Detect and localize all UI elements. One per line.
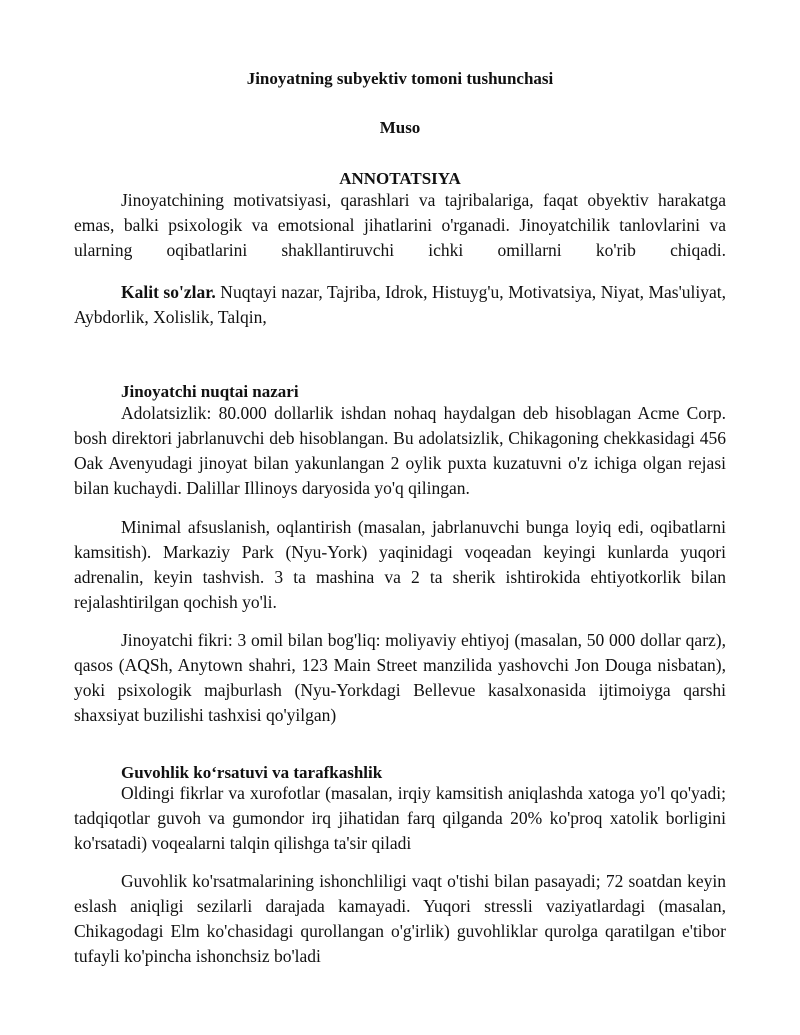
document-title: Jinoyatning subyektiv tomoni tushunchasi [246, 69, 554, 88]
annotation-heading: ANNOTATSIYA [339, 169, 461, 188]
section-1-paragraph-3: Jinoyatchi fikri: 3 omil bilan bog'liq: moliyaviy ehtiyoj (masalan, 50 000 dollar qarz), qasos (AQSh, Anytown shahri, 123 Main Street manzilida yashovchi Jon Douga nisbatan), yoki psixologik majburlash (Nyu-Yorkdagi Bellevue kasalxonasida ijtimoiyga qarshi shaxsiyat buzilishi tashxisi qo'yilgan) [74, 630, 726, 725]
section-2-paragraph-1: Oldingi fikrlar va xurofotlar (masalan, irqiy kamsitish aniqlashda xatoga yo'l qo'yadi; tadqiqotlar guvoh va gumondor irq jihatidan farq qilganda 20% ko'proq xatolik borligini ko'rsatadi) voqealarni talqin qilishga ta'sir qiladi [74, 783, 726, 853]
section-1-paragraph-1: Adolatsizlik: 80.000 dollarlik ishdan nohaq haydalgan deb hisoblagan Acme Corp. bosh direktori jabrlanuvchi deb hisoblangan. Bu adolatsizlik, Chikagoning chekkasidagi 456 Oak Avenyudagi jinoyat bilan yakunlangan 2 oylik puxta kuzatuvni o'z ichiga olgan rejasi bilan kuchaydi. Dalillar Illinoys daryosida yo'q qilingan. [74, 403, 726, 498]
section-2-paragraph-2: Guvohlik ko'rsatmalarining ishonchliligi vaqt o'tishi bilan pasayadi; 72 soatdan keyin eslash aniqligi sezilarli darajada kamayadi. Yuqori stressli vaziyatlardagi (masalan, Chikagodagi Elm ko'chasidagi qurollangan o'g'irlik) guvohliklar qurolga qaratilgan e'tibor tufayli ko'pincha ishonchsiz bo'ladi [74, 871, 726, 966]
annotation-paragraph: Jinoyatchining motivatsiyasi, qarashlari va tajribalariga, faqat obyektiv harakatga emas, balki psixologik va emotsional jihatlarini o'rganadi. Jinoyatchilik tanlovlarini va ularning oqibatlarini shakllantiruvchi ichki omillarni ko'rib chiqadi. [74, 190, 726, 260]
keywords-paragraph [74, 280, 726, 330]
section-1-paragraph-2: Minimal afsuslanish, oqlantirish (masalan, jabrlanuvchi bunga loyiq edi, oqibatlarni kamsitish). Markaziy Park (Nyu-York) yaqinidagi voqeadan keyingi kunlarda yuqori adrenalin, keyin tashvish. 3 ta mashina va 2 ta sherik ishtirokida ehtiyotkorlik bilan rejalashtirilgan qochish yo'li. [74, 517, 726, 612]
section-heading-testimony-bias: Guvohlik ko‘rsatuvi va tarafkashlik [121, 763, 383, 782]
section-heading-criminal-perspective: Jinoyatchi nuqtai nazari [121, 382, 299, 401]
keywords-list: Nuqtayi nazar, Tajriba, Idrok, Histuyg'u, Motivatsiya, Niyat, Mas'uliyat, Aybdorlik, Xolislik, Talqin, [74, 282, 726, 327]
keywords-label: Kalit so'zlar. [121, 282, 216, 302]
author-name: Muso [379, 118, 421, 137]
